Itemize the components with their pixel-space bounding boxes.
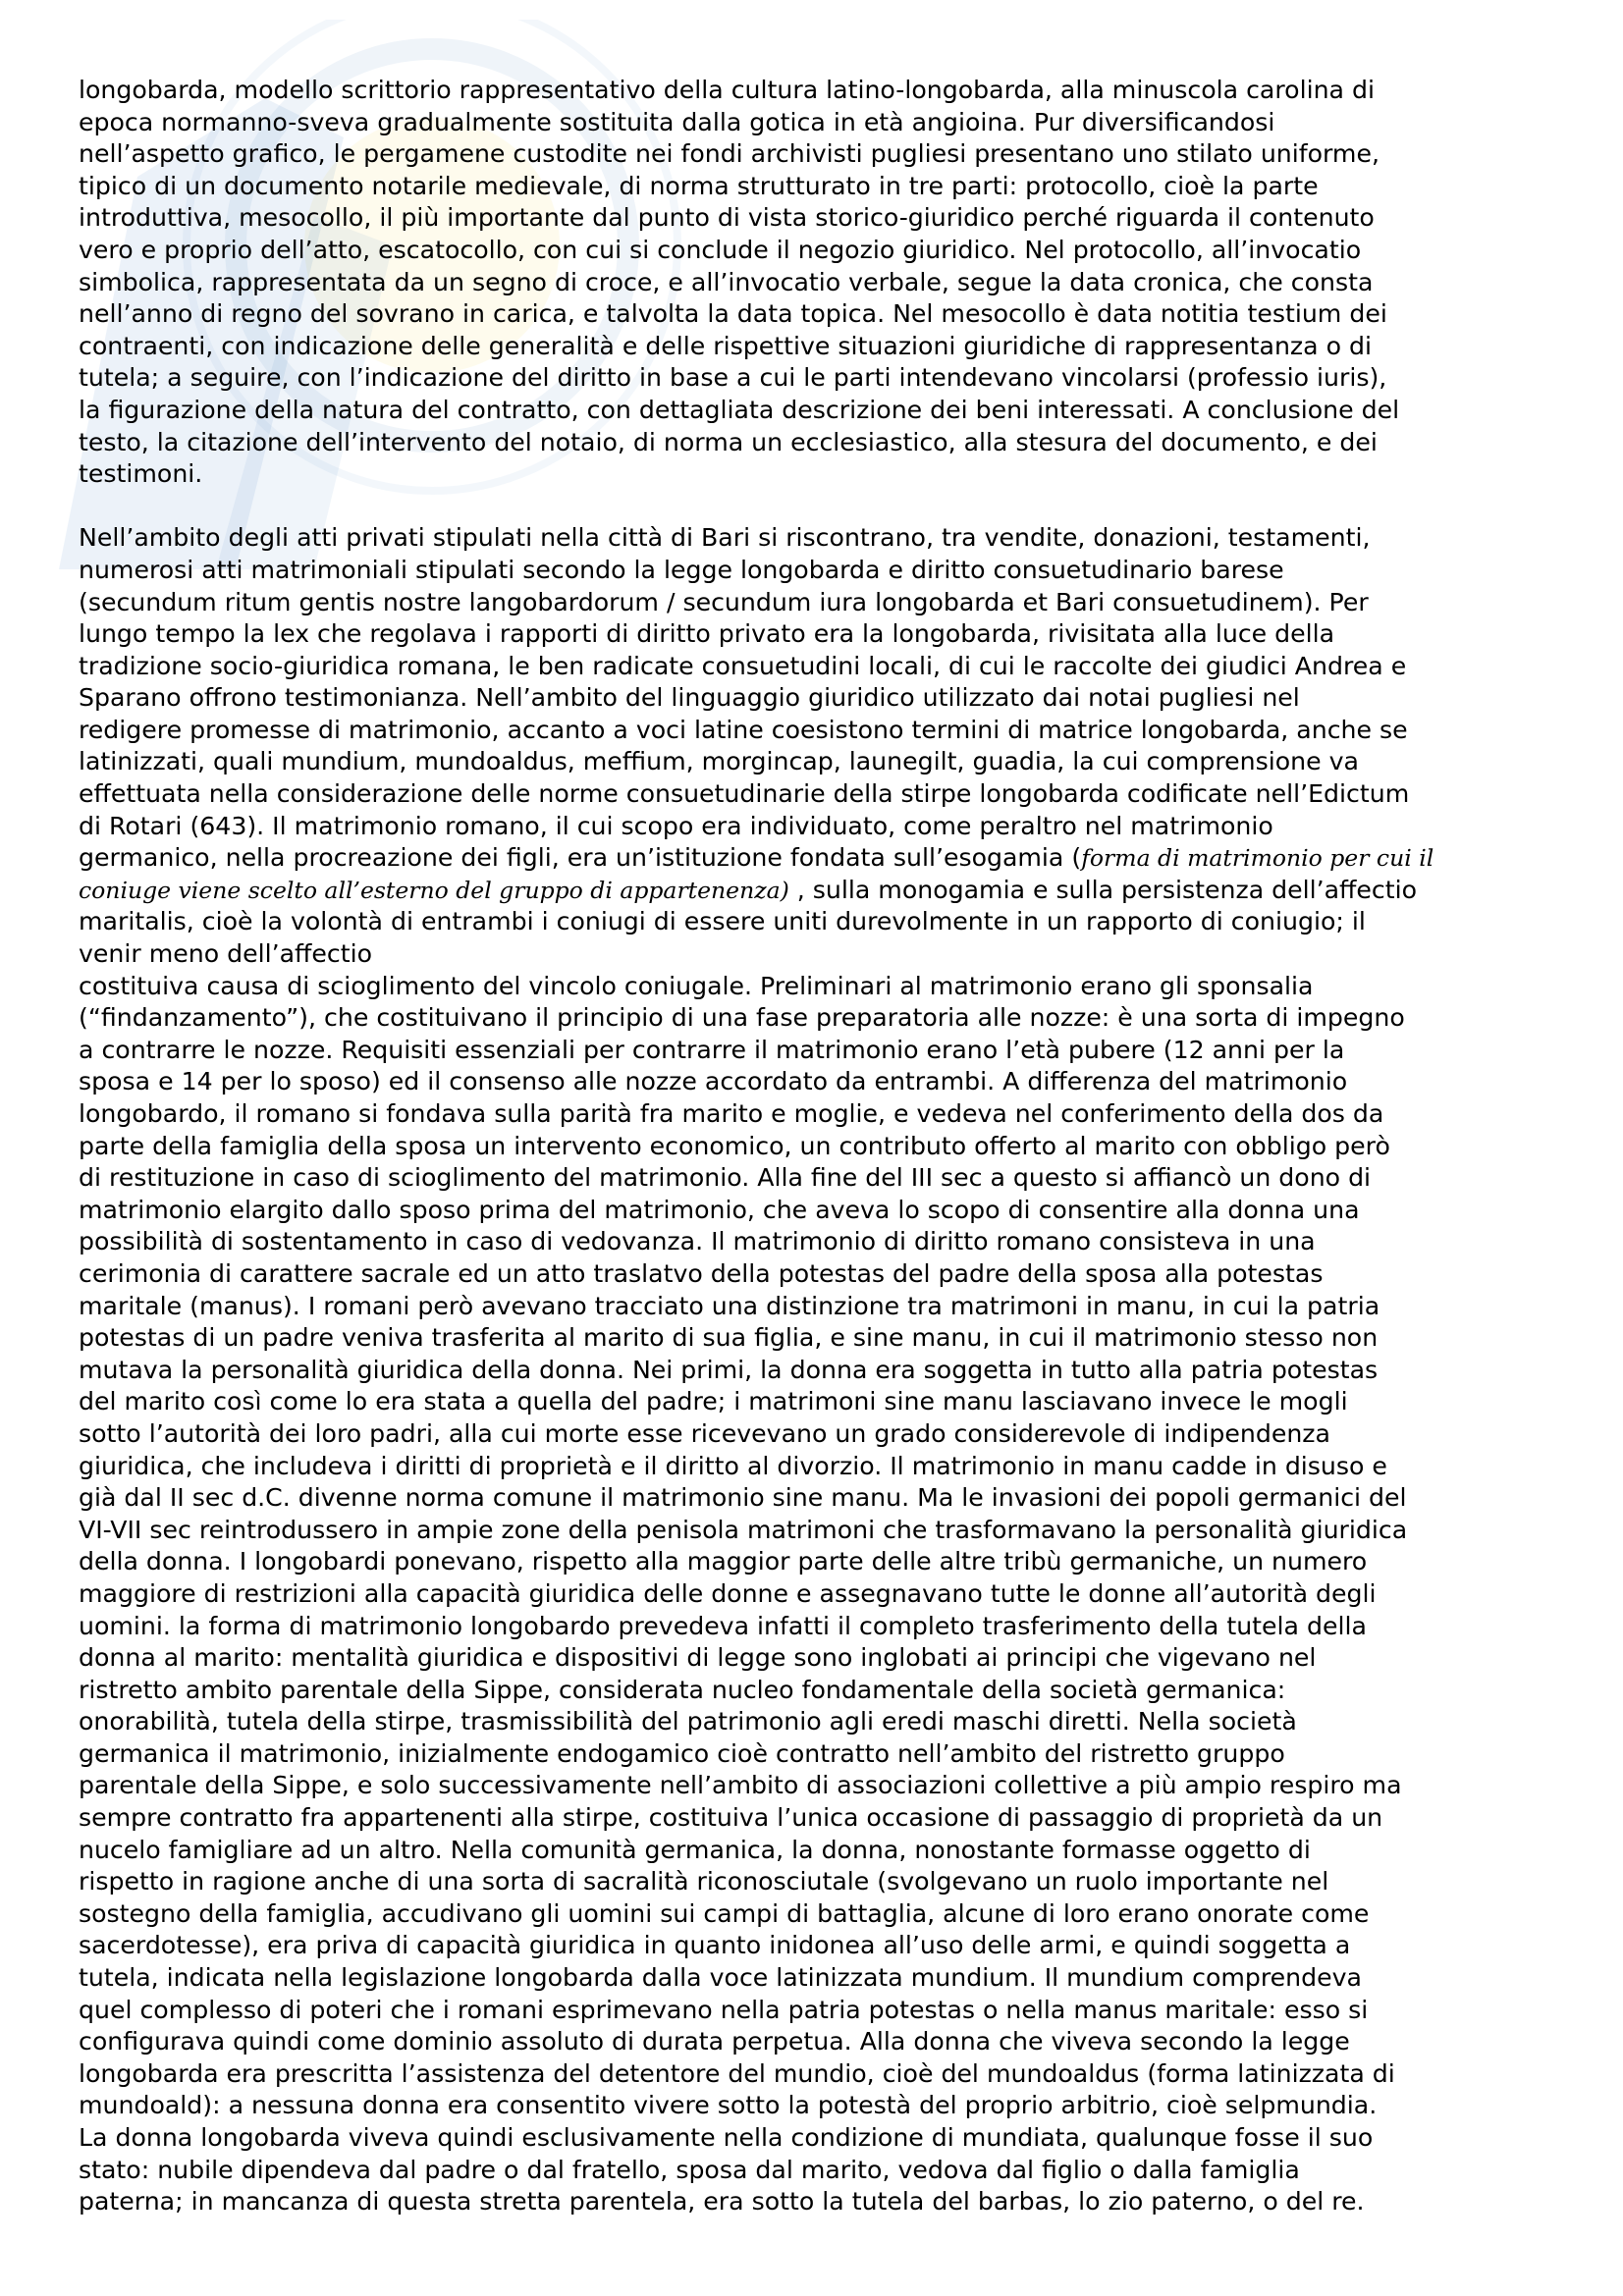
paragraph-2-text-after: , sulla monogamia e sulla persistenza dell’affectio maritalis, cioè la volontà di entrambi i coniugi di essere uniti durevolmente in un rapporto di coniugio; il venir meno dell’affectio costituiva causa di scioglimento del vincolo coniugale. Preliminari al matrimonio erano gli sponsalia (“findanzamento”), che costituivano il principio di una fase preparatoria alle nozze: è una sorta di impegno a contrarre le nozze. Requisiti essenziali per contrarre il matrimonio erano l’età pubere (12 anni per la sposa e 14 per lo sposo) ed il consenso alle nozze accordato da entrambi. A differenza del matrimonio longobardo, il romano si fondava sulla parità fra marito e moglie, e vedeva nel conferimento della dos da parte della famiglia della sposa un intervento economico, un contributo offerto al marito con obbligo però di restituzione in caso di scioglimento del matrimonio. Alla fine del III sec a questo si affiancò un dono di matrimonio elargito dallo sposo prima del matrimonio, che aveva lo scopo di consentire alla donna una possibilità di sostentamento in caso di vedovanza. Il matrimonio di diritto romano consisteva in una cerimonia di carattere sacrale ed un atto traslatvo della potestas del padre della sposa alla potestas maritale (manus). I romani però avevano tracciato una distinzione tra matrimoni in manu, in cui la patria potestas di un padre veniva trasferita al marito di sua figlia, e sine manu, in cui il matrimonio stesso non mutava la personalità giuridica della donna. Nei primi, la donna era soggetta in tutto alla patria potestas del marito così come lo era stata a quella del padre; i matrimoni sine manu lasciavano invece le mogli sotto l’autorità dei loro padri, alla cui morte esse ricevevano un grado considerevole di indipendenza giuridica, che includeva i diritti di proprietà e il diritto al divorzio. Il matrimonio in manu cadde in disuso e già dal II sec d.C. divenne norma comune il matrimonio sine manu. Ma le invasioni dei popoli germanici del VI-VII sec reintrodussero in ampie zone della penisola matrimoni che trasformavano la personalità giuridica della donna. I longobardi ponevano, rispetto alla maggior parte delle altre tribù germaniche, un numero maggiore di restrizioni alla capacità giuridica delle donne e assegnavano tutte le donne all’autorità degli uomini. la forma di matrimonio longobardo prevedeva infatti il completo trasferimento della tutela della donna al marito: mentalità giuridica e dispositivi di legge sono inglobati ai principi che vigevano nel ristretto ambito parentale della Sippe, considerata nucleo fondamentale della società germanica: onorabilità, tutela della stirpe, trasmissibilità del patrimonio agli eredi maschi diretti. Nella società germanica il matrimonio, inizialmente endogamico cioè contratto nell’ambito del ristretto gruppo parentale della Sippe, e solo successivamente nell’ambito di associazioni collettive a più ampio respiro ma sempre contratto fra appartenenti alla stirpe, costituiva l’unica occasione di passaggio di proprietà da un nucelo famigliare ad un altro. Nella comunità germanica, la donna, nonostante formasse oggetto di rispetto in ragione anche di una sorta di sacralità riconosciutale (svolgevano un ruolo importante nel sostegno della famiglia, accudivano gli uomini sui campi di battaglia, alcune di loro erano onorate come sacerdotesse), era priva di capacità giuridica in quanto inidonea all’uso delle armi, e quindi soggetta a tutela, indicata nella legislazione longobarda dalla voce latinizzata mundium. Il mundium comprendeva quel complesso di poteri che i romani esprimevano nella patria potestas o nella manus maritale: esso si configurava quindi come dominio assoluto di durata perpetua. Alla donna che viveva secondo la legge longobarda era prescritta l’assistenza del detentore del mundio, cioè del mundoaldus (forma latinizzata di mundoald): a nessuna donna era consentito vivere sotto la potestà del proprio arbitrio, cioè selpmundia. La donna longobarda viveva quindi esclusivamente nella condizione di mundiata, qualunque fosse il suo stato: nubile dipendeva dal padre o dal fratello, sposa dal marito, vedova dal figlio o dalla famiglia paterna; in mancanza di questa stretta parentela, era sotto la tutela del barbas, lo zio paterno, o del re. bbox=[79, 875, 1418, 2216]
paragraph-2-note: forma di matrimonio per cui il coniuge viene scelto all’esterno del gruppo di appartenenza) bbox=[79, 844, 1434, 904]
paragraph-gap bbox=[79, 491, 1551, 523]
paragraph-1: longobarda, modello scrittorio rappresentativo della cultura latino-longobarda, alla minuscola carolina di epoca normanno-sveva gradualmente sostituita dalla gotica in età angioina. Pur diversificandosi nell’aspetto grafico, le pergamene custodite nei fondi archivisti pugliesi presentano uno stilato uniforme, tipico di un documento notarile medievale, di norma strutturato in tre parti: protocollo, cioè la parte introduttiva, mesocollo, il più importante dal punto di vista storico-giuridico perché riguarda il contenuto vero e proprio dell’atto, escatocollo, con cui si conclude il negozio giuridico. Nel protocollo, all’invocatio simbolica, rappresentata da un segno di croce, e all’invocatio verbale, segue la data cronica, che consta nell’anno di regno del sovrano in carica, e talvolta la data topica. Nel mesocollo è data notitia testium dei contraenti, con indicazione delle generalità e delle rispettive situazioni giuridiche di rappresentanza o di tutela; a seguire, con l’indicazione del diritto in base a cui le parti intendevano vincolarsi (professio iuris), la figurazione della natura del contratto, con dettagliata descrizione dei beni interessati. A conclusione del testo, la citazione dell’intervento del notaio, di norma un ecclesiastico, alla stesura del documento, e dei testimoni. bbox=[79, 76, 1400, 489]
paragraph-2-text-before: Nell’ambito degli atti privati stipulati nella città di Bari si riscontrano, tra vendite, donazioni, testamenti, numerosi atti matrimoniali stipulati secondo la legge longobarda e diritto consuetudinario barese (secundum ritum gentis nostre langobardorum / secundum iura longobarda et Bari consuetudinem). Per lungo tempo la lex che regolava i rapporti di diritto privato era la longobarda, rivisitata alla luce della tradizione socio-giuridica romana, le ben radicate consuetudini locali, di cui le raccolte dei giudici Andrea e Sparano offrono testimonianza. Nell’ambito del linguaggio giuridico utilizzato dai notai pugliesi nel redigere promesse di matrimonio, accanto a voci latine coesistono termini di matrice longobarda, anche se latinizzati, quali mundium, mundoaldus, meffium, morgincap, launegilt, guadia, la cui comprensione va effettuata nella considerazione delle norme consuetudinarie della stirpe longobarda codificate nell’Edictum di Rotari (643). Il matrimonio romano, il cui scopo era individuato, come peraltro nel matrimonio germanico, nella procreazione dei figli, era un’istituzione fondata sull’esogamia ( bbox=[79, 523, 1410, 873]
paragraph-2 bbox=[79, 522, 1551, 2217]
document-body bbox=[79, 75, 1551, 2218]
